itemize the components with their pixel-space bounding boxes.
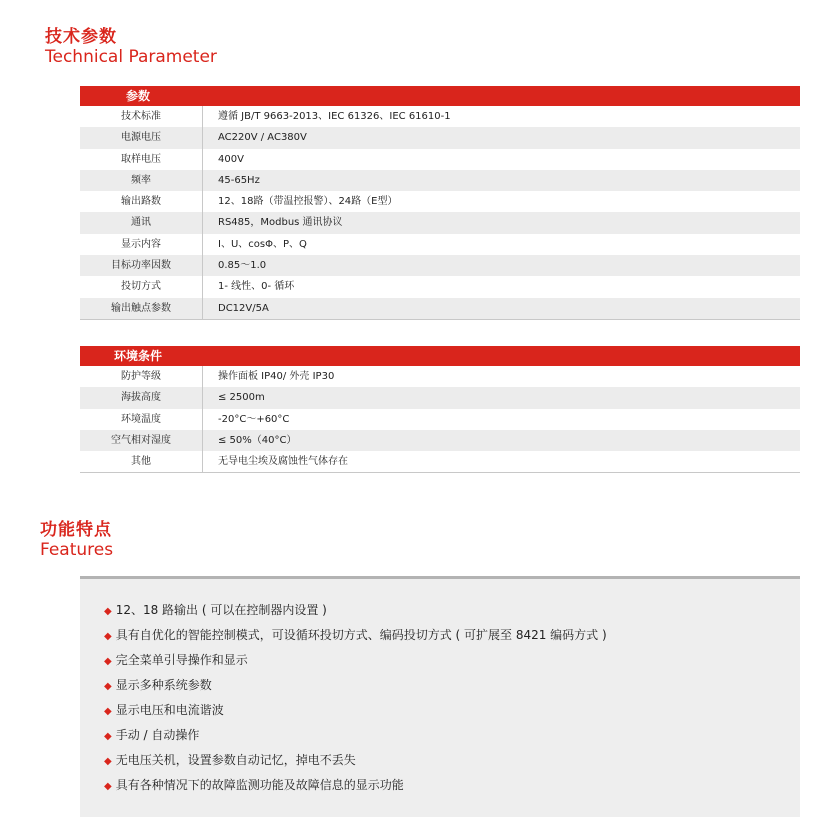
table-row xyxy=(80,298,800,319)
table-row xyxy=(80,430,800,451)
param-value: I、U、cosΦ、P、Q xyxy=(218,238,307,250)
param-label: 技术标准 xyxy=(80,106,203,127)
diamond-bullet-icon: ◆ xyxy=(104,781,112,792)
feature-text: 显示电压和电流谐波 xyxy=(115,703,224,717)
param-label: 输出触点参数 xyxy=(80,298,203,319)
param-value: 400V xyxy=(218,153,244,165)
diamond-bullet-icon: ◆ xyxy=(104,756,112,767)
param-label: 环境温度 xyxy=(80,409,203,430)
table-row xyxy=(80,170,800,191)
params-header-label: 参数 xyxy=(125,89,150,103)
param-value: 遵循 JB/T 9663-2013、IEC 61326、IEC 61610-1 xyxy=(218,111,451,122)
diamond-bullet-icon: ◆ xyxy=(104,606,112,617)
list-item xyxy=(104,699,607,724)
table-row xyxy=(80,255,800,276)
feature-text: 具有自优化的智能控制模式，可设循环投切方式、编码投切方式 ( 可扩展至 8421 编码方式 ) xyxy=(115,628,607,642)
table-row xyxy=(80,366,800,387)
env-table xyxy=(80,346,800,473)
table-row xyxy=(80,387,800,408)
list-item xyxy=(104,749,607,774)
diamond-bullet-icon: ◆ xyxy=(104,681,112,692)
param-value: -20°C～+60°C xyxy=(218,413,290,425)
list-item xyxy=(104,599,607,624)
list-item xyxy=(104,674,607,699)
param-label: 频率 xyxy=(80,170,203,191)
table-row xyxy=(80,276,800,297)
table-row xyxy=(80,234,800,255)
tech-title-en: Technical Parameter xyxy=(45,47,217,67)
param-value: 操作面板 IP40/ 外壳 IP30 xyxy=(218,371,335,382)
list-item xyxy=(104,649,607,674)
features-title-en: Features xyxy=(40,540,114,560)
features-list xyxy=(104,599,607,799)
features-title-zh: 功能特点 xyxy=(40,520,112,540)
param-value: 12、18路（带温控报警）、24路（E型） xyxy=(218,196,398,208)
features-panel xyxy=(80,576,800,817)
param-value: ≤ 2500m xyxy=(218,392,265,404)
list-item xyxy=(104,774,607,799)
feature-text: 手动 / 自动操作 xyxy=(115,728,200,742)
param-label: 防护等级 xyxy=(80,366,203,387)
feature-text: 完全菜单引导操作和显示 xyxy=(115,653,248,667)
param-label: 目标功率因数 xyxy=(80,255,203,276)
diamond-bullet-icon: ◆ xyxy=(104,656,112,667)
list-item xyxy=(104,724,607,749)
env-table-header xyxy=(80,346,800,366)
table-row xyxy=(80,212,800,233)
param-label: 通讯 xyxy=(80,212,203,233)
param-label: 取样电压 xyxy=(80,149,203,170)
param-value: ≤ 50%（40°C） xyxy=(218,434,297,446)
feature-text: 具有各种情况下的故障监测功能及故障信息的显示功能 xyxy=(115,778,404,792)
feature-text: 无电压关机，设置参数自动记忆，掉电不丢失 xyxy=(115,753,356,767)
param-label: 投切方式 xyxy=(80,276,203,297)
param-value: 0.85～1.0 xyxy=(218,260,267,272)
param-value: 1- 线性、0- 循环 xyxy=(218,281,295,293)
diamond-bullet-icon: ◆ xyxy=(104,731,112,742)
param-label: 其他 xyxy=(80,451,203,472)
param-label: 输出路数 xyxy=(80,191,203,212)
params-table-header xyxy=(80,86,800,106)
param-value: 无导电尘埃及腐蚀性气体存在 xyxy=(218,456,348,468)
param-label: 电源电压 xyxy=(80,127,203,148)
param-value: DC12V/5A xyxy=(218,302,269,314)
param-value: AC220V / AC380V xyxy=(218,132,307,144)
param-value: 45-65Hz xyxy=(218,174,260,186)
table-row xyxy=(80,409,800,430)
table-row xyxy=(80,106,800,127)
tech-title-zh: 技术参数 xyxy=(45,27,117,47)
params-table xyxy=(80,86,800,320)
feature-text: 12、18 路输出 ( 可以在控制器内设置 ) xyxy=(115,603,327,617)
param-value: RS485，Modbus 通讯协议 xyxy=(218,217,343,229)
feature-text: 显示多种系统参数 xyxy=(115,678,212,692)
table-row xyxy=(80,191,800,212)
diamond-bullet-icon: ◆ xyxy=(104,631,112,642)
list-item xyxy=(104,624,607,649)
param-label: 显示内容 xyxy=(80,234,203,255)
table-row xyxy=(80,149,800,170)
param-label: 空气相对湿度 xyxy=(80,430,203,451)
env-header-label: 环境条件 xyxy=(113,349,162,363)
diamond-bullet-icon: ◆ xyxy=(104,706,112,717)
param-label: 海拔高度 xyxy=(80,387,203,408)
table-row xyxy=(80,127,800,148)
table-row xyxy=(80,451,800,472)
